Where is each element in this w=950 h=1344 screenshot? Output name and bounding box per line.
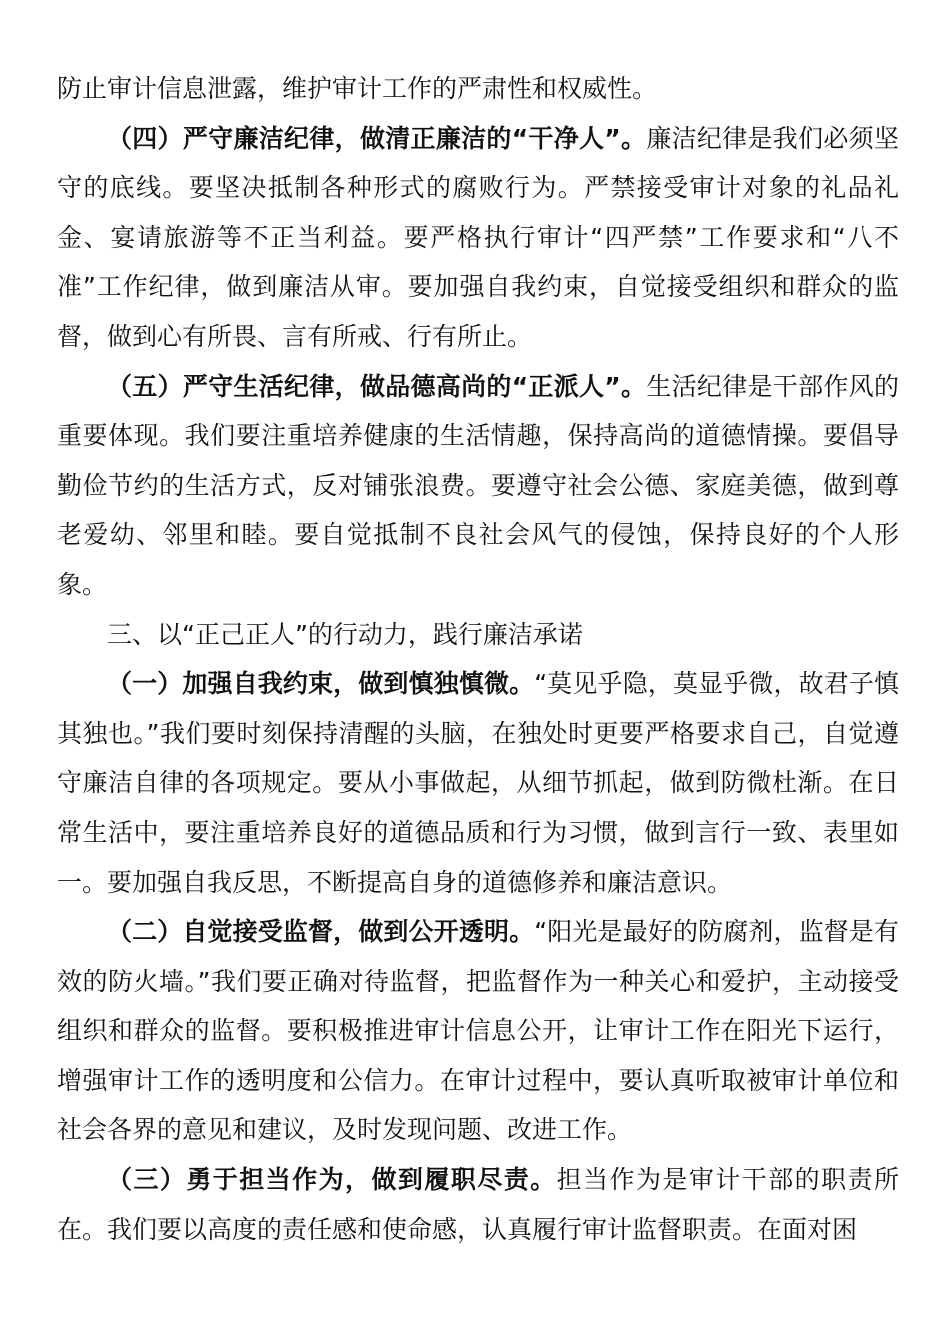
paragraph-text: 担当作为是审计干部的职责所在。我们要以高度的责任感和使命感，认真履行审计监督职责。在面对困 <box>57 1165 899 1244</box>
paragraph-text: “阳光是最好的防腐剂，监督是有效的防火墙。”我们要正确对待监督，把监督作为一种关心和爱护，主动接受组织和群众的监督。要积极推进审计信息公开，让审计工作在阳光下运行，增强审计工作的透明度和公信力。在审计过程中，要认真听取被审计单位和社会各界的意见和建议，及时发现问题、改进工作。 <box>57 917 899 1145</box>
paragraph-text: 防止审计信息泄露，维护审计工作的严肃性和权威性。 <box>57 74 658 103</box>
paragraph-heading: （一）加强自我约束，做到慎独慎微。 <box>107 669 535 699</box>
paragraph-continuation <box>57 64 899 114</box>
paragraph-text: 廉洁纪律是我们必须坚守的底线。要坚决抵制各种形式的腐败行为。严禁接受审计对象的礼品礼金、宴请旅游等不正当利益。要严格执行审计“四严禁”工作要求和“八不准”工作纪律，做到廉洁从审。要加强自我约束，自觉接受组织和群众的监督，做到心有所畏、言有所戒、行有所止。 <box>57 123 899 351</box>
paragraph-self-restraint <box>57 659 899 907</box>
section-heading-three <box>57 610 899 660</box>
paragraph-accept-supervision <box>57 907 899 1155</box>
paragraph-text: 生活纪律是干部作风的重要体现。我们要注重培养健康的生活情趣，保持高尚的道德情操。要倡导勤俭节约的生活方式，反对铺张浪费。要遵守社会公德、家庭美德，做到尊老爱幼、邻里和睦。要自觉抵制不良社会风气的侵蚀，保持良好的个人形象。 <box>57 371 899 599</box>
paragraph-heading: （三）勇于担当作为，做到履职尽责。 <box>107 1165 557 1195</box>
paragraph-take-responsibility <box>57 1155 899 1254</box>
paragraph-life-discipline <box>57 362 899 610</box>
paragraph-integrity-discipline <box>57 114 899 362</box>
paragraph-heading: （四）严守廉洁纪律，做清正廉洁的“干净人”。 <box>107 123 647 153</box>
paragraph-heading: （五）严守生活纪律，做品德高尚的“正派人”。 <box>107 371 647 401</box>
paragraph-text: “莫见乎隐，莫显乎微，故君子慎其独也。”我们要时刻保持清醒的头脑，在独处时更要严格要求自己，自觉遵守廉洁自律的各项规定。要从小事做起，从细节抓起，做到防微杜渐。在日常生活中，要注重培养良好的道德品质和行为习惯，做到言行一致、表里如一。要加强自我反思，不断提高自身的道德修养和廉洁意识。 <box>57 669 899 897</box>
document-page <box>57 64 899 1254</box>
paragraph-heading: （二）自觉接受监督，做到公开透明。 <box>107 917 535 947</box>
section-heading-text: 三、以“正己正人”的行动力，践行廉洁承诺 <box>107 619 583 649</box>
